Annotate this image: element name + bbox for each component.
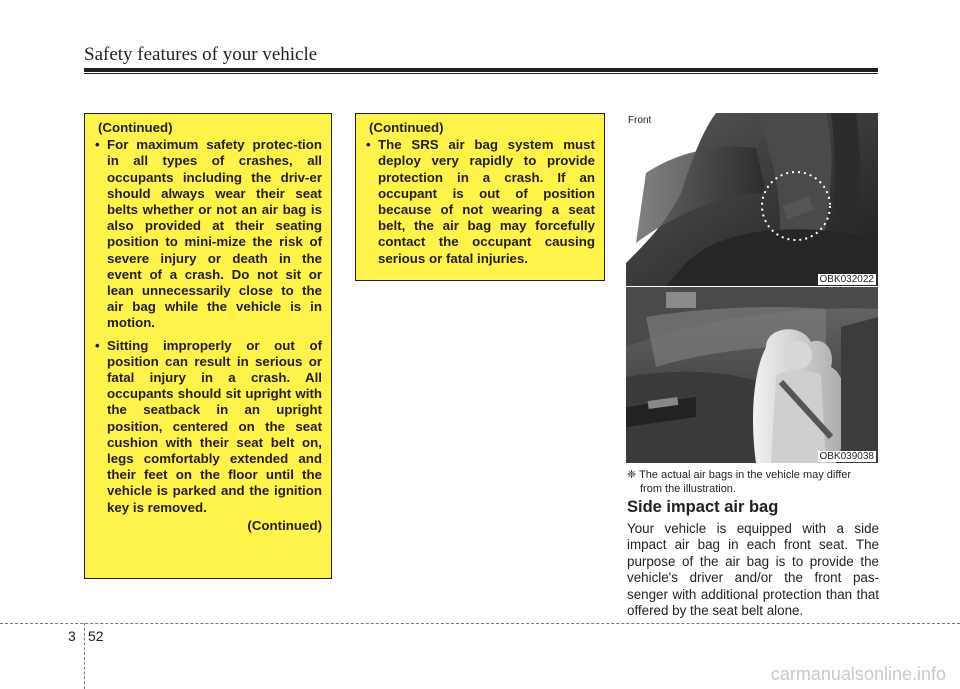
footer-divider bbox=[84, 623, 85, 689]
footer-rule bbox=[0, 623, 960, 624]
page-number: 52 bbox=[88, 628, 104, 644]
seat-airbag-figure bbox=[626, 113, 878, 286]
continued-top-label: (Continued) bbox=[369, 120, 444, 135]
section-body: Your vehicle is equipped with a side impact air bag in each front seat. The purpose of the air bag is to provide the vehicle's driver and/or the front pas-senger with additional protection than that offered by the seat belt alone. bbox=[627, 521, 879, 619]
figure-code: OBK032022 bbox=[819, 274, 874, 285]
header-rule bbox=[84, 68, 878, 72]
warning-box-1 bbox=[84, 113, 332, 579]
warning-list bbox=[95, 137, 322, 516]
note-line-2: from the illustration. bbox=[640, 483, 736, 495]
section-title: Side impact air bag bbox=[627, 498, 779, 516]
warning-box-2 bbox=[355, 113, 605, 281]
illustration-note bbox=[627, 468, 879, 496]
seat-illustration bbox=[626, 113, 878, 286]
continued-top-label: (Continued) bbox=[98, 120, 173, 135]
warning-bullet: • Sitting improperly or out of position can result in serious or fatal injury in a crash. All occupants should sit upright with the seatback in an upright position, centered on the seat cushion with their seat belt on, legs comfortably extended and their feet on the floor until the vehicle is parked and the ignition key is removed. bbox=[95, 338, 322, 516]
header-rule-thin bbox=[84, 73, 878, 74]
page-header-title: Safety features of your vehicle bbox=[84, 44, 318, 65]
note-line-1: The actual air bags in the vehicle may differ bbox=[639, 469, 852, 481]
warning-bullet: • The SRS air bag system must deploy very rapidly to provide protection in a crash. If an occupant is out of position because of not wearing a seat belt, the air bag may forcefully contact the occupant causing serious or fatal injuries. bbox=[366, 137, 595, 267]
continued-bottom-label: (Continued) bbox=[247, 517, 322, 533]
watermark-text: carmanualsonline.info bbox=[770, 664, 946, 684]
warning-list bbox=[366, 137, 595, 267]
figure-code: OBK039038 bbox=[819, 451, 874, 462]
front-label: Front bbox=[628, 115, 652, 126]
deployed-airbag-figure bbox=[626, 287, 878, 463]
note-symbol-icon: ❈ bbox=[627, 469, 637, 481]
warning-bullet: • For maximum safety protec-tion in all types of crashes, all occupants including the driv-er should always wear their seat belts whether or not an air bag is also provided at their seating position to mini-mize the risk of severe injury or death in the event of a crash. Do not sit or lean unnecessarily close to the air bag while the vehicle is in motion. bbox=[95, 137, 322, 331]
deployed-airbag-illustration bbox=[626, 287, 878, 463]
chapter-number: 3 bbox=[68, 628, 76, 644]
